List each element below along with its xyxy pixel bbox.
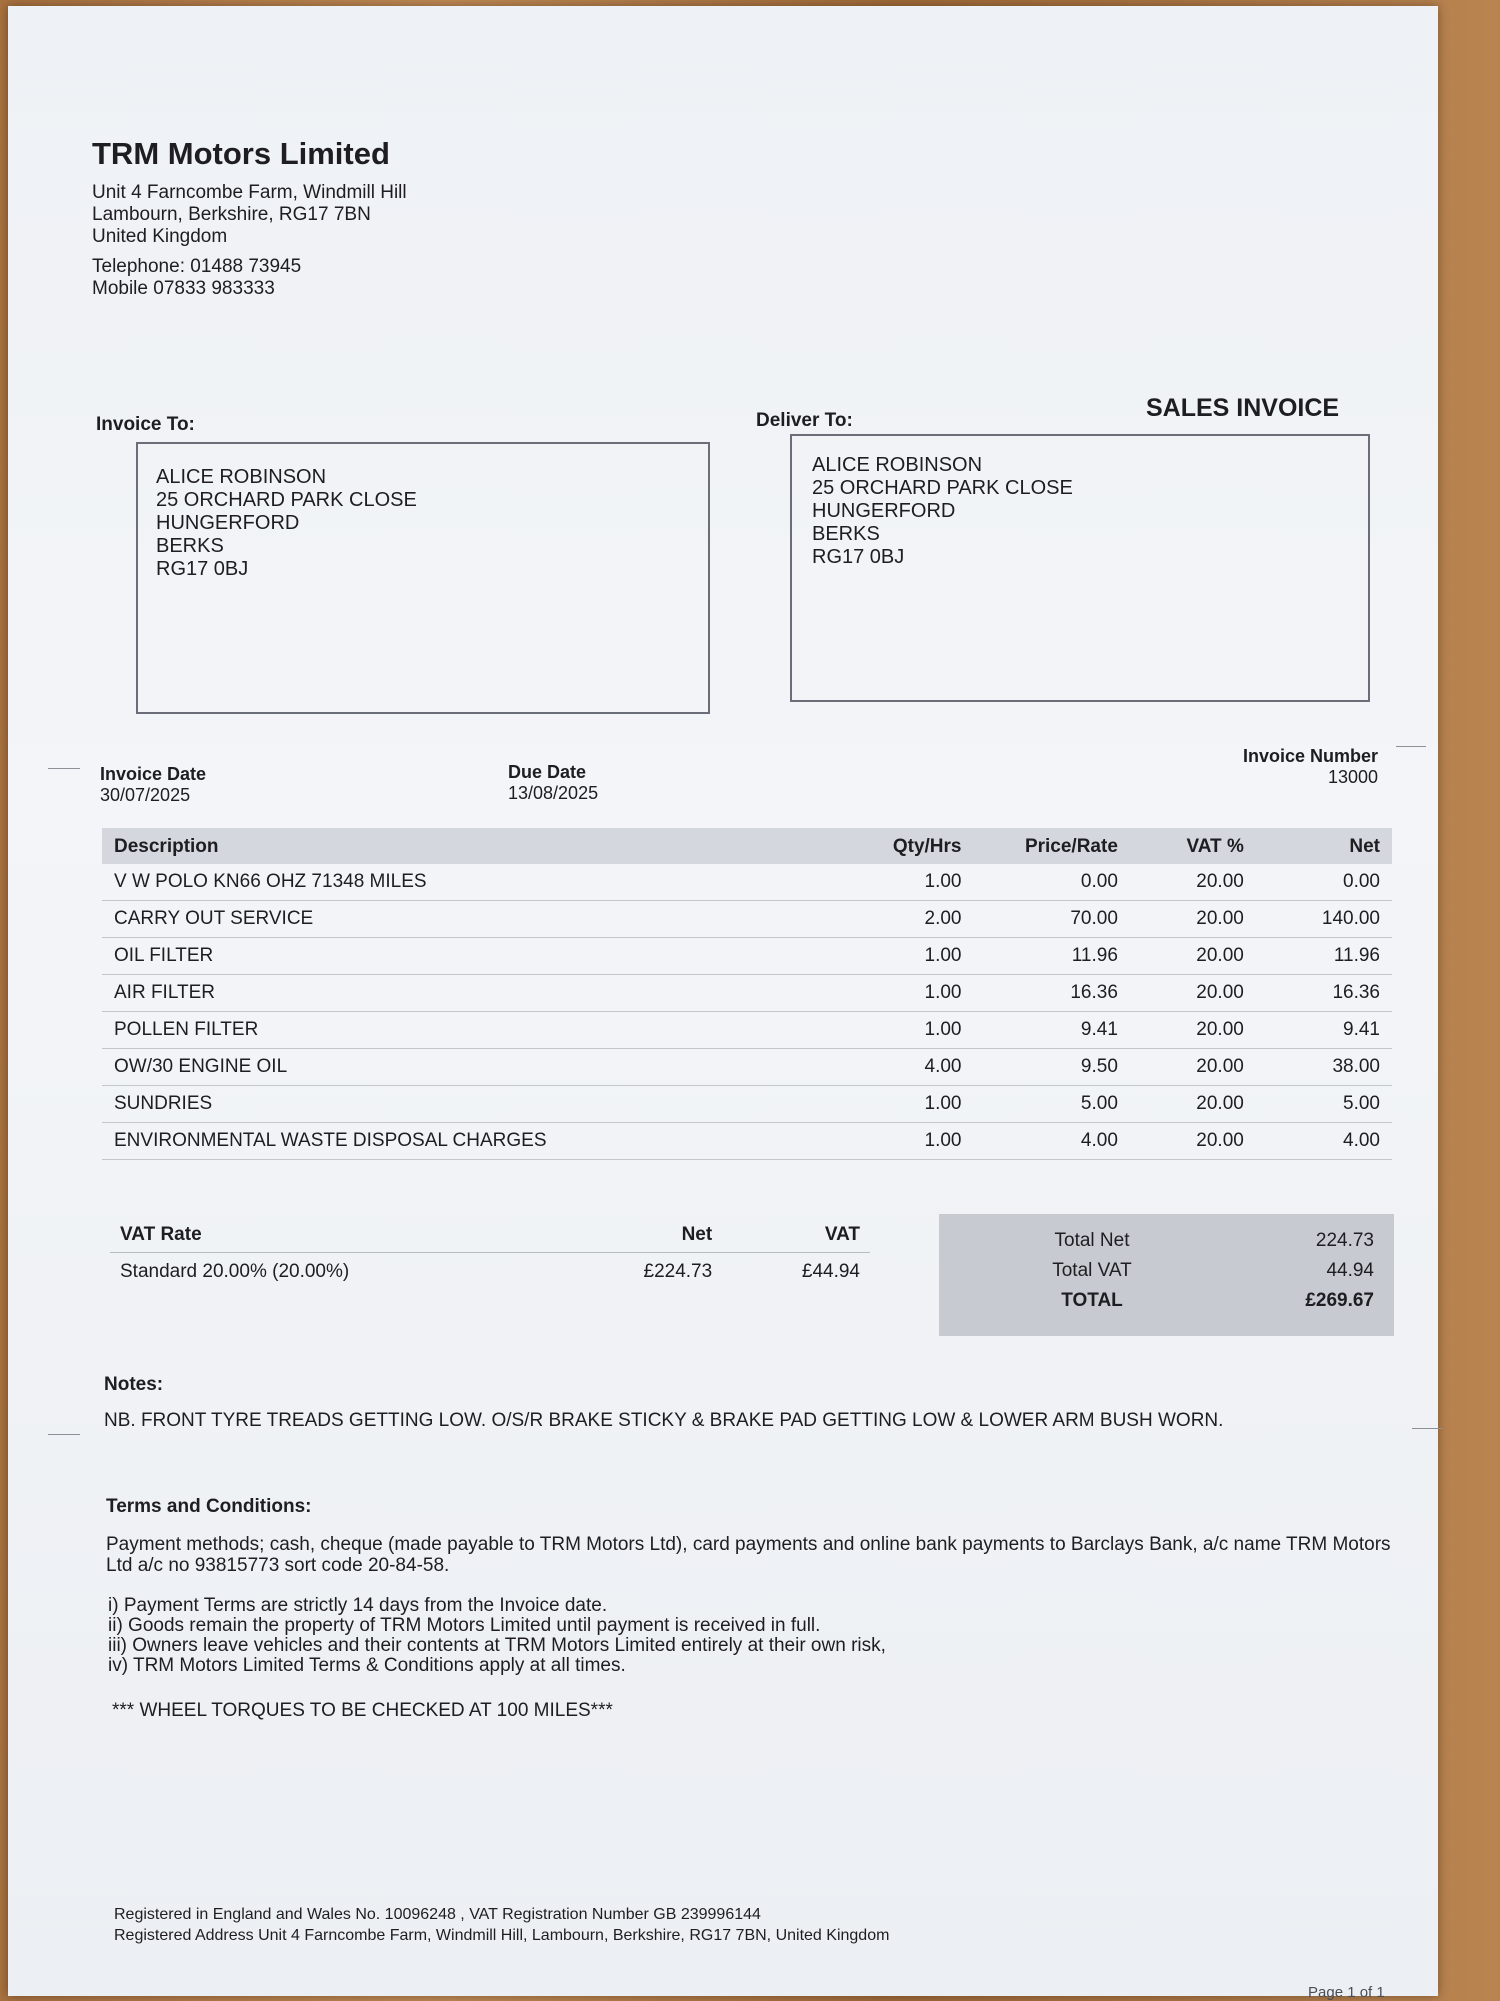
item-vat: 20.00 bbox=[1130, 1123, 1256, 1160]
vat-rate-value: Standard 20.00% (20.00%) bbox=[120, 1261, 350, 1282]
item-net: 4.00 bbox=[1256, 1123, 1392, 1160]
item-qty: 4.00 bbox=[858, 1049, 974, 1086]
terms-payment-methods: Payment methods; cash, cheque (made payable to TRM Motors Ltd), card payments and online bank payments to Barclays Bank, a/c name TRM Motors Ltd a/c no 93815773 sort code 20-84-58. bbox=[106, 1534, 1391, 1576]
fold-mark bbox=[48, 1434, 80, 1435]
invoice-number-label: Invoice Number bbox=[1242, 746, 1378, 766]
table-row bbox=[102, 901, 1392, 938]
table-row bbox=[102, 938, 1392, 975]
invoice-number-value: 13000 bbox=[1327, 767, 1378, 787]
invoice-date-value: 30/07/2025 bbox=[100, 785, 191, 805]
vat-summary-table bbox=[110, 1218, 870, 1291]
deliver-to-line: HUNGERFORD bbox=[812, 500, 956, 522]
notes-text: NB. FRONT TYRE TREADS GETTING LOW. O/S/R BRAKE STICKY & BRAKE PAD GETTING LOW & LOWER ARM BUSH WORN. bbox=[104, 1410, 1224, 1431]
deliver-to-line: RG17 0BJ bbox=[812, 546, 905, 568]
terms-item: i) Payment Terms are strictly 14 days from the Invoice date. bbox=[108, 1595, 608, 1616]
terms-label: Terms and Conditions: bbox=[106, 1496, 312, 1517]
invoice-number-block bbox=[1178, 746, 1378, 788]
item-net: 38.00 bbox=[1256, 1049, 1392, 1086]
table-row bbox=[102, 1049, 1392, 1086]
item-description: SUNDRIES bbox=[102, 1086, 858, 1123]
deliver-to-line: BERKS bbox=[812, 523, 880, 545]
total-vat-row bbox=[939, 1260, 1394, 1288]
wheel-torque-note: *** WHEEL TORQUES TO BE CHECKED AT 100 MILES*** bbox=[112, 1700, 613, 1721]
col-description: Description bbox=[102, 828, 858, 864]
item-description: V W POLO KN66 OHZ 71348 MILES bbox=[102, 864, 858, 901]
vat-col-vat: VAT bbox=[722, 1218, 870, 1253]
totals-box bbox=[939, 1214, 1394, 1336]
item-description: CARRY OUT SERVICE bbox=[102, 901, 858, 938]
table-row bbox=[102, 975, 1392, 1012]
vat-col-rate: VAT Rate bbox=[110, 1218, 574, 1253]
item-price: 9.41 bbox=[973, 1012, 1129, 1049]
item-net: 140.00 bbox=[1256, 901, 1392, 938]
col-vat: VAT % bbox=[1130, 828, 1256, 864]
vat-summary-header bbox=[110, 1218, 870, 1253]
total-vat-value: 44.94 bbox=[1326, 1260, 1374, 1281]
item-qty: 1.00 bbox=[858, 1086, 974, 1123]
table-row bbox=[110, 1253, 870, 1292]
grand-total-row bbox=[939, 1290, 1394, 1318]
invoice-to-line: HUNGERFORD bbox=[156, 512, 300, 534]
item-price: 5.00 bbox=[973, 1086, 1129, 1123]
vat-col-net: Net bbox=[574, 1218, 722, 1253]
terms-list bbox=[108, 1596, 886, 1676]
notes-label: Notes: bbox=[104, 1374, 164, 1395]
item-vat: 20.00 bbox=[1130, 1086, 1256, 1123]
col-price: Price/Rate bbox=[973, 828, 1129, 864]
item-price: 16.36 bbox=[973, 975, 1129, 1012]
deliver-to-line: 25 ORCHARD PARK CLOSE bbox=[812, 477, 1073, 499]
total-vat-label: Total VAT bbox=[1052, 1260, 1132, 1281]
invoice-to-address bbox=[156, 466, 417, 581]
item-net: 0.00 bbox=[1256, 864, 1392, 901]
item-price: 11.96 bbox=[973, 938, 1129, 975]
item-net: 5.00 bbox=[1256, 1086, 1392, 1123]
vat-vat-value: £44.94 bbox=[801, 1261, 860, 1282]
invoice-to-label: Invoice To: bbox=[96, 414, 195, 435]
document-title: SALES INVOICE bbox=[1146, 394, 1340, 422]
item-description: OIL FILTER bbox=[102, 938, 858, 975]
item-qty: 1.00 bbox=[858, 1012, 974, 1049]
grand-total-label: TOTAL bbox=[1061, 1290, 1123, 1311]
footer-registration: Registered in England and Wales No. 10096248 , VAT Registration Number GB 239996144 bbox=[114, 1906, 761, 1923]
item-qty: 1.00 bbox=[858, 975, 974, 1012]
terms-item: ii) Goods remain the property of TRM Motors Limited until payment is received in full. bbox=[108, 1615, 821, 1636]
item-vat: 20.00 bbox=[1130, 1012, 1256, 1049]
invoice-to-line: ALICE ROBINSON bbox=[156, 466, 327, 488]
company-name: TRM Motors Limited bbox=[92, 136, 390, 171]
invoice-to-line: BERKS bbox=[156, 535, 224, 557]
item-price: 0.00 bbox=[973, 864, 1129, 901]
table-row bbox=[102, 864, 1392, 901]
terms-item: iii) Owners leave vehicles and their contents at TRM Motors Limited entirely at their own risk, bbox=[108, 1635, 886, 1656]
terms-item: iv) TRM Motors Limited Terms & Conditions apply at all times. bbox=[108, 1655, 626, 1676]
item-description: ENVIRONMENTAL WASTE DISPOSAL CHARGES bbox=[102, 1123, 858, 1160]
invoice-date-label: Invoice Date bbox=[100, 764, 207, 784]
invoice-date-block bbox=[100, 764, 206, 806]
fold-mark bbox=[48, 768, 80, 769]
table-row bbox=[102, 1123, 1392, 1160]
footer-registered-address: Registered Address Unit 4 Farncombe Farm, Windmill Hill, Lambourn, Berkshire, RG17 7BN, United Kingdom bbox=[114, 1927, 890, 1944]
grand-total-value: £269.67 bbox=[1305, 1290, 1374, 1311]
page-number: Page 1 of 1 bbox=[1308, 1984, 1385, 2001]
fold-mark bbox=[1396, 746, 1426, 747]
total-net-label: Total Net bbox=[1054, 1230, 1130, 1251]
total-net-row bbox=[939, 1230, 1394, 1258]
table-row bbox=[102, 1086, 1392, 1123]
due-date-label: Due Date bbox=[508, 762, 587, 782]
item-description: OW/30 ENGINE OIL bbox=[102, 1049, 858, 1086]
registration-footer bbox=[114, 1904, 889, 1946]
company-contact bbox=[92, 256, 301, 300]
item-vat: 20.00 bbox=[1130, 975, 1256, 1012]
line-items-header bbox=[102, 828, 1392, 864]
invoice-to-line: RG17 0BJ bbox=[156, 558, 249, 580]
fold-mark bbox=[1412, 1428, 1442, 1429]
item-qty: 1.00 bbox=[858, 864, 974, 901]
due-date-value: 13/08/2025 bbox=[508, 783, 599, 803]
invoice-to-line: 25 ORCHARD PARK CLOSE bbox=[156, 489, 417, 511]
item-description: POLLEN FILTER bbox=[102, 1012, 858, 1049]
line-items-table bbox=[102, 828, 1392, 1160]
table-row bbox=[102, 1012, 1392, 1049]
item-price: 9.50 bbox=[973, 1049, 1129, 1086]
item-price: 4.00 bbox=[973, 1123, 1129, 1160]
company-address-line: United Kingdom bbox=[92, 226, 228, 247]
total-net-value: 224.73 bbox=[1315, 1230, 1374, 1251]
item-qty: 1.00 bbox=[858, 938, 974, 975]
item-qty: 1.00 bbox=[858, 1123, 974, 1160]
item-vat: 20.00 bbox=[1130, 938, 1256, 975]
item-price: 70.00 bbox=[973, 901, 1129, 938]
deliver-to-label: Deliver To: bbox=[756, 410, 853, 431]
deliver-to-line: ALICE ROBINSON bbox=[812, 454, 983, 476]
due-date-block bbox=[508, 762, 598, 804]
item-net: 11.96 bbox=[1256, 938, 1392, 975]
item-vat: 20.00 bbox=[1130, 1049, 1256, 1086]
vat-net-value: £224.73 bbox=[643, 1261, 713, 1282]
company-address-line: Unit 4 Farncombe Farm, Windmill Hill bbox=[92, 182, 407, 203]
col-qty: Qty/Hrs bbox=[858, 828, 974, 864]
company-telephone: Telephone: 01488 73945 bbox=[92, 256, 302, 277]
item-net: 16.36 bbox=[1256, 975, 1392, 1012]
item-description: AIR FILTER bbox=[102, 975, 858, 1012]
col-net: Net bbox=[1256, 828, 1392, 864]
invoice-paper bbox=[8, 6, 1438, 2001]
item-net: 9.41 bbox=[1256, 1012, 1392, 1049]
company-address bbox=[92, 182, 407, 248]
company-mobile: Mobile 07833 983333 bbox=[92, 278, 275, 299]
deliver-to-address bbox=[812, 454, 1073, 569]
item-vat: 20.00 bbox=[1130, 864, 1256, 901]
item-qty: 2.00 bbox=[858, 901, 974, 938]
item-vat: 20.00 bbox=[1130, 901, 1256, 938]
company-address-line: Lambourn, Berkshire, RG17 7BN bbox=[92, 204, 371, 225]
